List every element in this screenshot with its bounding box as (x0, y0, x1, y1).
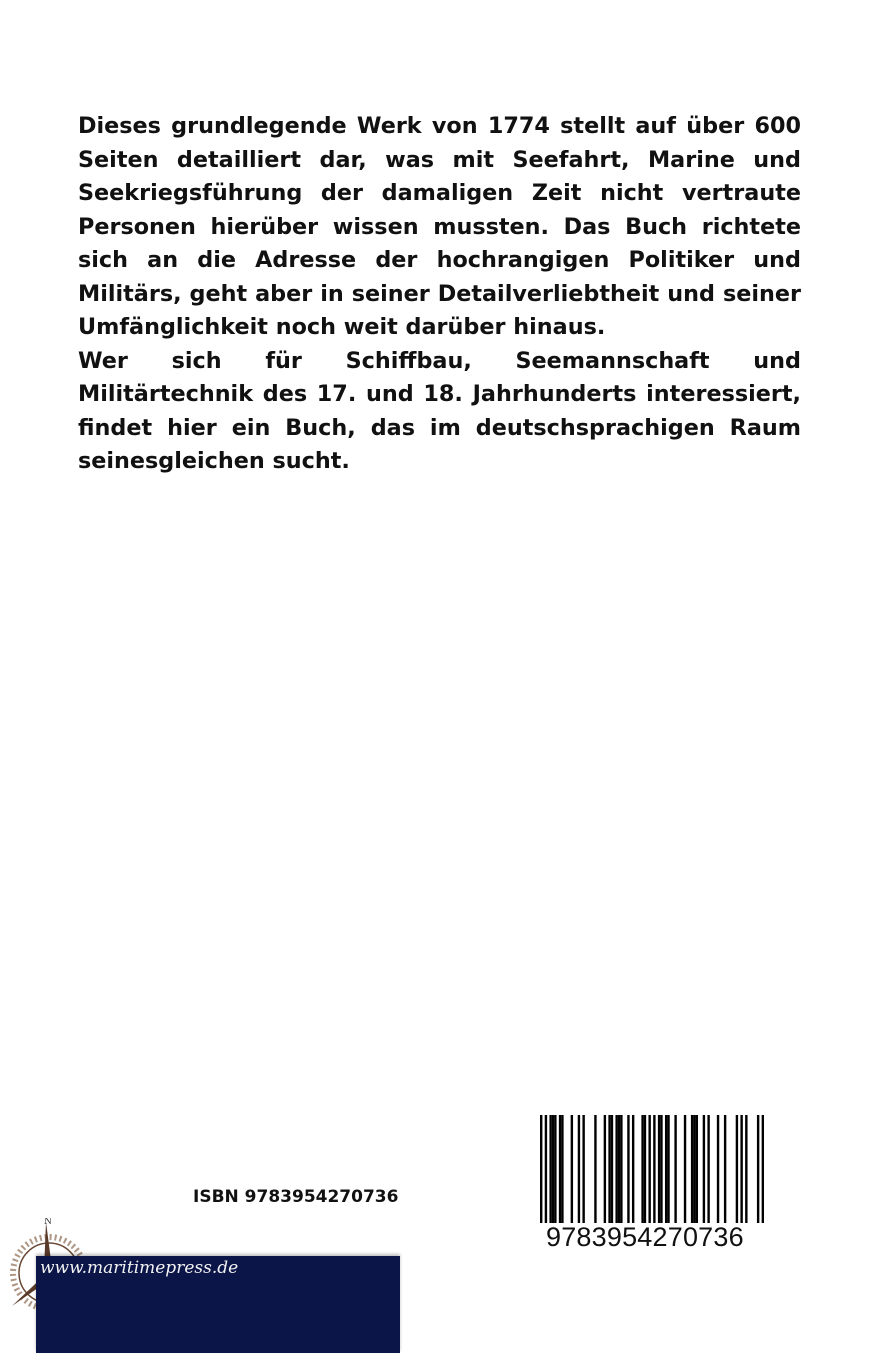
barcode-bar (540, 1115, 542, 1223)
blurb-paragraph-2: Wer sich für Schiffbau, Seemannschaft und Militärtechnik des 17. und 18. Jahrhunderts interessiert, findet hier ein Buch, das im deutschsprachigen Raum seinesgleichen sucht. (78, 347, 801, 474)
barcode-bar (684, 1115, 686, 1223)
barcode-bar (611, 1115, 613, 1223)
publisher-url[interactable]: www.maritimepress.de (40, 1258, 239, 1278)
barcode-bar (696, 1115, 698, 1223)
barcode-bar (641, 1115, 643, 1223)
barcode-bar (717, 1115, 719, 1223)
barcode-bar (724, 1115, 726, 1223)
barcode-bar (620, 1115, 622, 1223)
barcode-bar (554, 1115, 556, 1223)
barcode-bar (578, 1115, 580, 1223)
barcode-bar (762, 1115, 764, 1223)
barcode-bar (740, 1115, 742, 1223)
barcode-bar (691, 1115, 693, 1223)
barcode-bar (604, 1115, 606, 1223)
barcode-bar (559, 1115, 561, 1223)
back-cover-blurb (78, 110, 801, 479)
barcode-bar (660, 1115, 662, 1223)
barcode-bar (665, 1115, 667, 1223)
barcode-bar (757, 1115, 759, 1223)
barcode-bar (545, 1115, 547, 1223)
barcode-number: 9783954270736 (546, 1222, 744, 1252)
barcode-bar (674, 1115, 676, 1223)
barcode-bar (608, 1115, 610, 1223)
barcode-bar (627, 1115, 629, 1223)
barcode-bar (693, 1115, 695, 1223)
compass-north-letter: N (44, 1218, 52, 1227)
barcode-bar (571, 1115, 573, 1223)
barcode-bar (615, 1115, 617, 1223)
publisher-banner (36, 1256, 400, 1353)
barcode-bar (648, 1115, 650, 1223)
barcode-bar (561, 1115, 563, 1223)
isbn-label: ISBN 9783954270736 (193, 1187, 399, 1207)
barcode-bar (644, 1115, 646, 1223)
barcode-bar (582, 1115, 584, 1223)
barcode-bar (594, 1115, 596, 1223)
barcode-bar (703, 1115, 705, 1223)
barcode-bar (618, 1115, 620, 1223)
barcode-bar (658, 1115, 660, 1223)
barcode-bar (653, 1115, 655, 1223)
barcode (540, 1115, 764, 1223)
barcode-bar (632, 1115, 634, 1223)
barcode-bar (667, 1115, 669, 1223)
barcode-bar (552, 1115, 554, 1223)
barcode-bar (745, 1115, 747, 1223)
blurb-paragraph-1: Dieses grundlegende Werk von 1774 stellt auf über 600 Seiten detailliert dar, was mit Seefahrt, Marine und Seekriegsführung der damaligen Zeit nicht vertraute Personen hierüber wissen mussten. Das Buch richtete sich an die Adresse der hochrangigen Politiker und Militärs, geht aber in seiner Detailverliebtheit und seiner Umfänglichkeit noch weit darüber hinaus. (78, 113, 801, 340)
barcode-bar (736, 1115, 738, 1223)
barcode-bar (549, 1115, 551, 1223)
barcode-bar (707, 1115, 709, 1223)
